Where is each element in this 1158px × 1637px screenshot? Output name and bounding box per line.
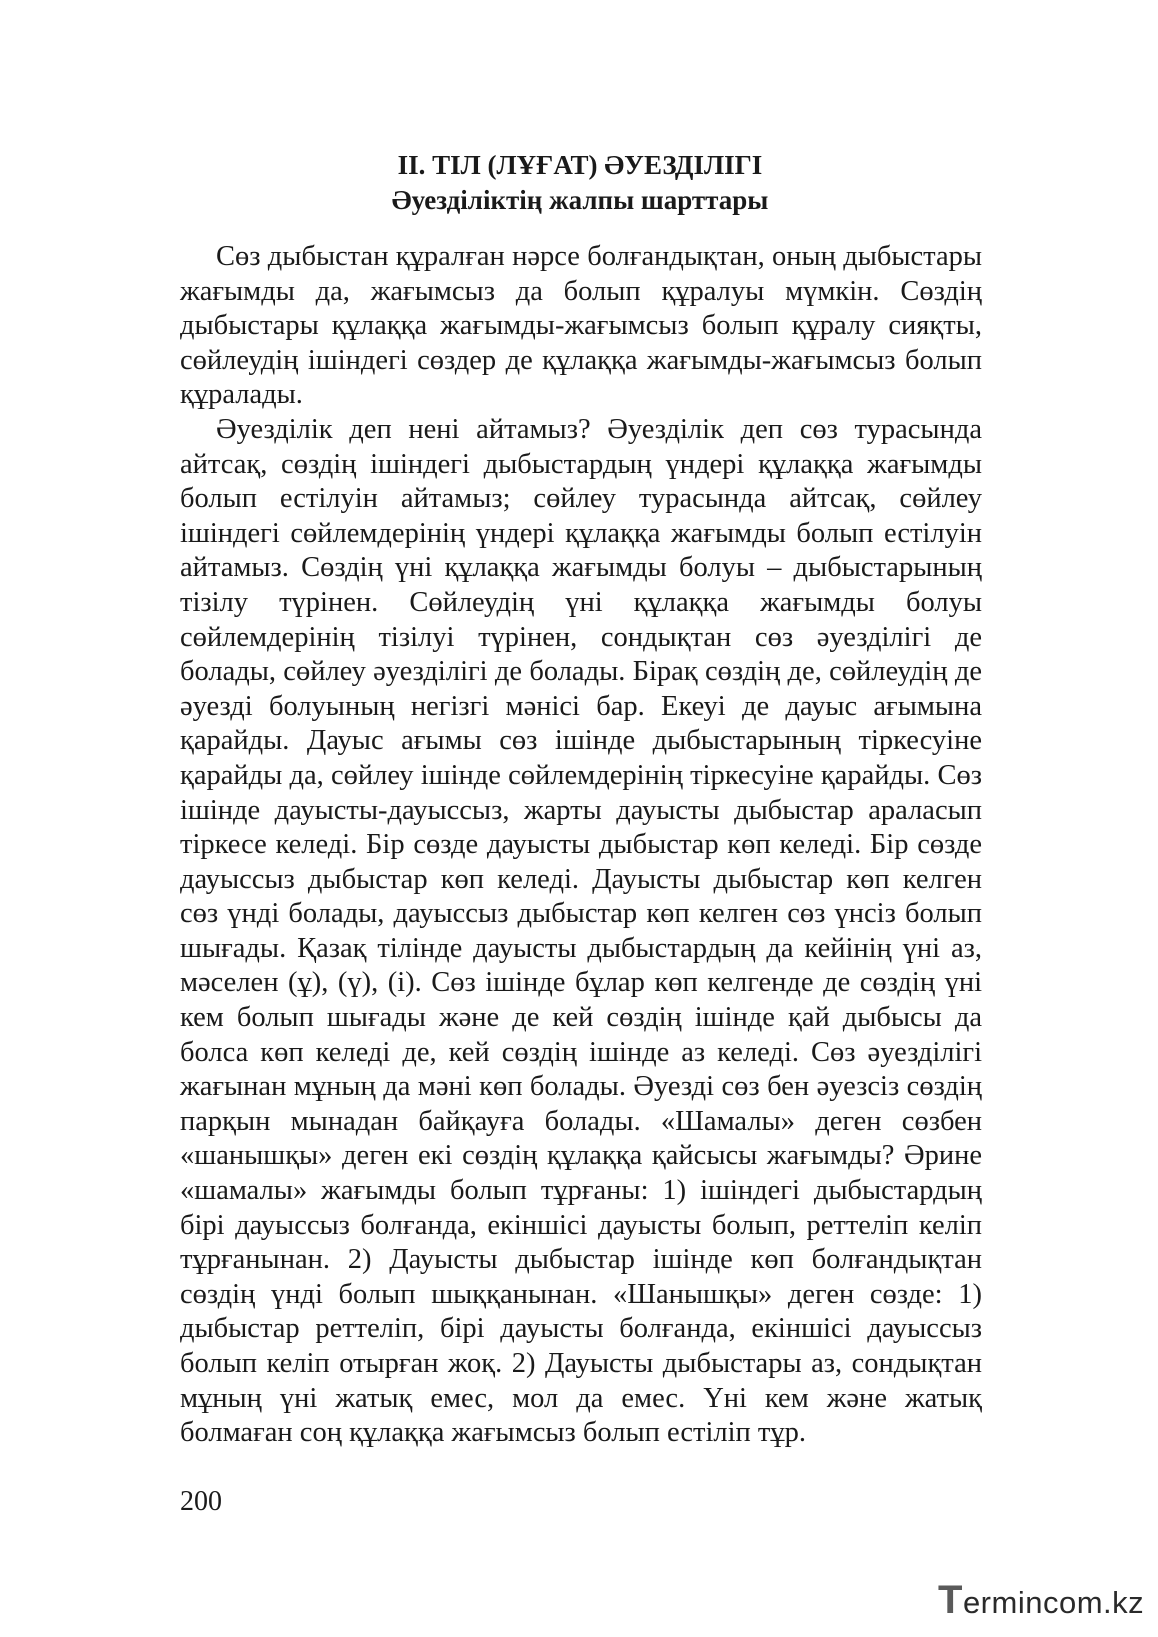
section-heading: [180, 148, 980, 218]
site-watermark-logo: [938, 1580, 1144, 1623]
section-subtitle: Әуезділіктің жалпы шарттары: [391, 185, 769, 215]
watermark-logo-text: ermincom.kz: [962, 1585, 1145, 1620]
paragraph-1: Сөз дыбыстан құралған нәрсе болғандықтан, оның дыбыстары жағымды да, жағымсыз да болып құралуы мүмкін. Сөздің дыбыстары құлаққа жағымды-жағымсыз болып құралу сияқты, сөйлеудің ішіндегі сөздер де құлаққа жағымды-жағымсыз болып құралады.: [180, 241, 982, 411]
section-title: II. ТІЛ (ЛҰҒАТ) ӘУЕЗДІЛІГІ: [397, 150, 763, 180]
body-text: [180, 240, 982, 1451]
paragraph-2: Әуезділік деп нені айтамыз? Әуезділік деп сөз турасында айтсақ, сөздің ішіндегі дыбыстардың үндері құлаққа жағымды болып естілуін айтамыз; сөйлеу турасында айтсақ, сөйлеу ішіндегі сөйлемдерінің үндері құлаққа жағымды болып естілуін айтамыз. Сөздің үні құлаққа жағымды болуы – дыбыстарының тізілу түрінен. Сөйлеудің үні құлаққа жағымды болуы сөйлемдерінің тізілуі түрінен, сондықтан сөз әуезділігі де болады, сөйлеу әуезділігі де болады. Бірақ сөздің де, сөйлеудің де әуезді болуының негізгі мәнісі бар. Екеуі де дауыс ағымына қарайды. Дауыс ағымы сөз ішінде дыбыстарының тіркесуіне қарайды да, сөйлеу ішінде сөйлемдерінің тіркесуіне қарайды. Сөз ішінде дауысты-дауыссыз, жарты дауысты дыбыстар араласып тіркесе келеді. Бір сөзде дауысты дыбыстар көп келеді. Бір сөзде дауыссыз дыбыстар көп келеді. Дауысты дыбыстар көп келген сөз үнді болады, дауыссыз дыбыстар көп келген сөз үнсіз болып шығады. Қазақ тілінде дауысты дыбыстардың да кейінің үні аз, мәселен (ұ), (ү), (і). Сөз ішінде бұлар көп келгенде де сөздің үні кем болып шығады және де кей сөздің ішінде қай дыбысы да болса көп келеді де, кей сөздің ішінде аз келеді. Сөз әуезділігі жағынан мұның да мәні көп болады. Әуезді сөз бен әуезсіз сөздің парқын мынадан байқауға болады. «Шамалы» деген сөзбен «шанышқы» деген екі сөздің құлаққа қайсысы жағымды? Әрине «шамалы» жағымды болып тұрғаны: 1) ішіндегі дыбыстардың бірі дауыссыз болғанда, екіншісі дауысты болып, реттеліп келіп тұрғанынан. 2) Дауысты дыбыстар ішінде көп болғандықтан сөздің үнді болып шыққанынан. «Шанышқы» деген сөзде: 1) дыбыстар реттеліп, бірі дауысты болғанда, екіншісі дауыссыз болып келіп отырған жоқ. 2) Дауысты дыбыстары аз, сондықтан мұның үні жатық емес, мол да емес. Үні кем және жатық болмаған соң құлаққа жағымсыз болып естіліп тұр.: [180, 413, 982, 1449]
page-number: 200: [180, 1486, 222, 1517]
watermark-logo-letter: T: [938, 1578, 963, 1622]
